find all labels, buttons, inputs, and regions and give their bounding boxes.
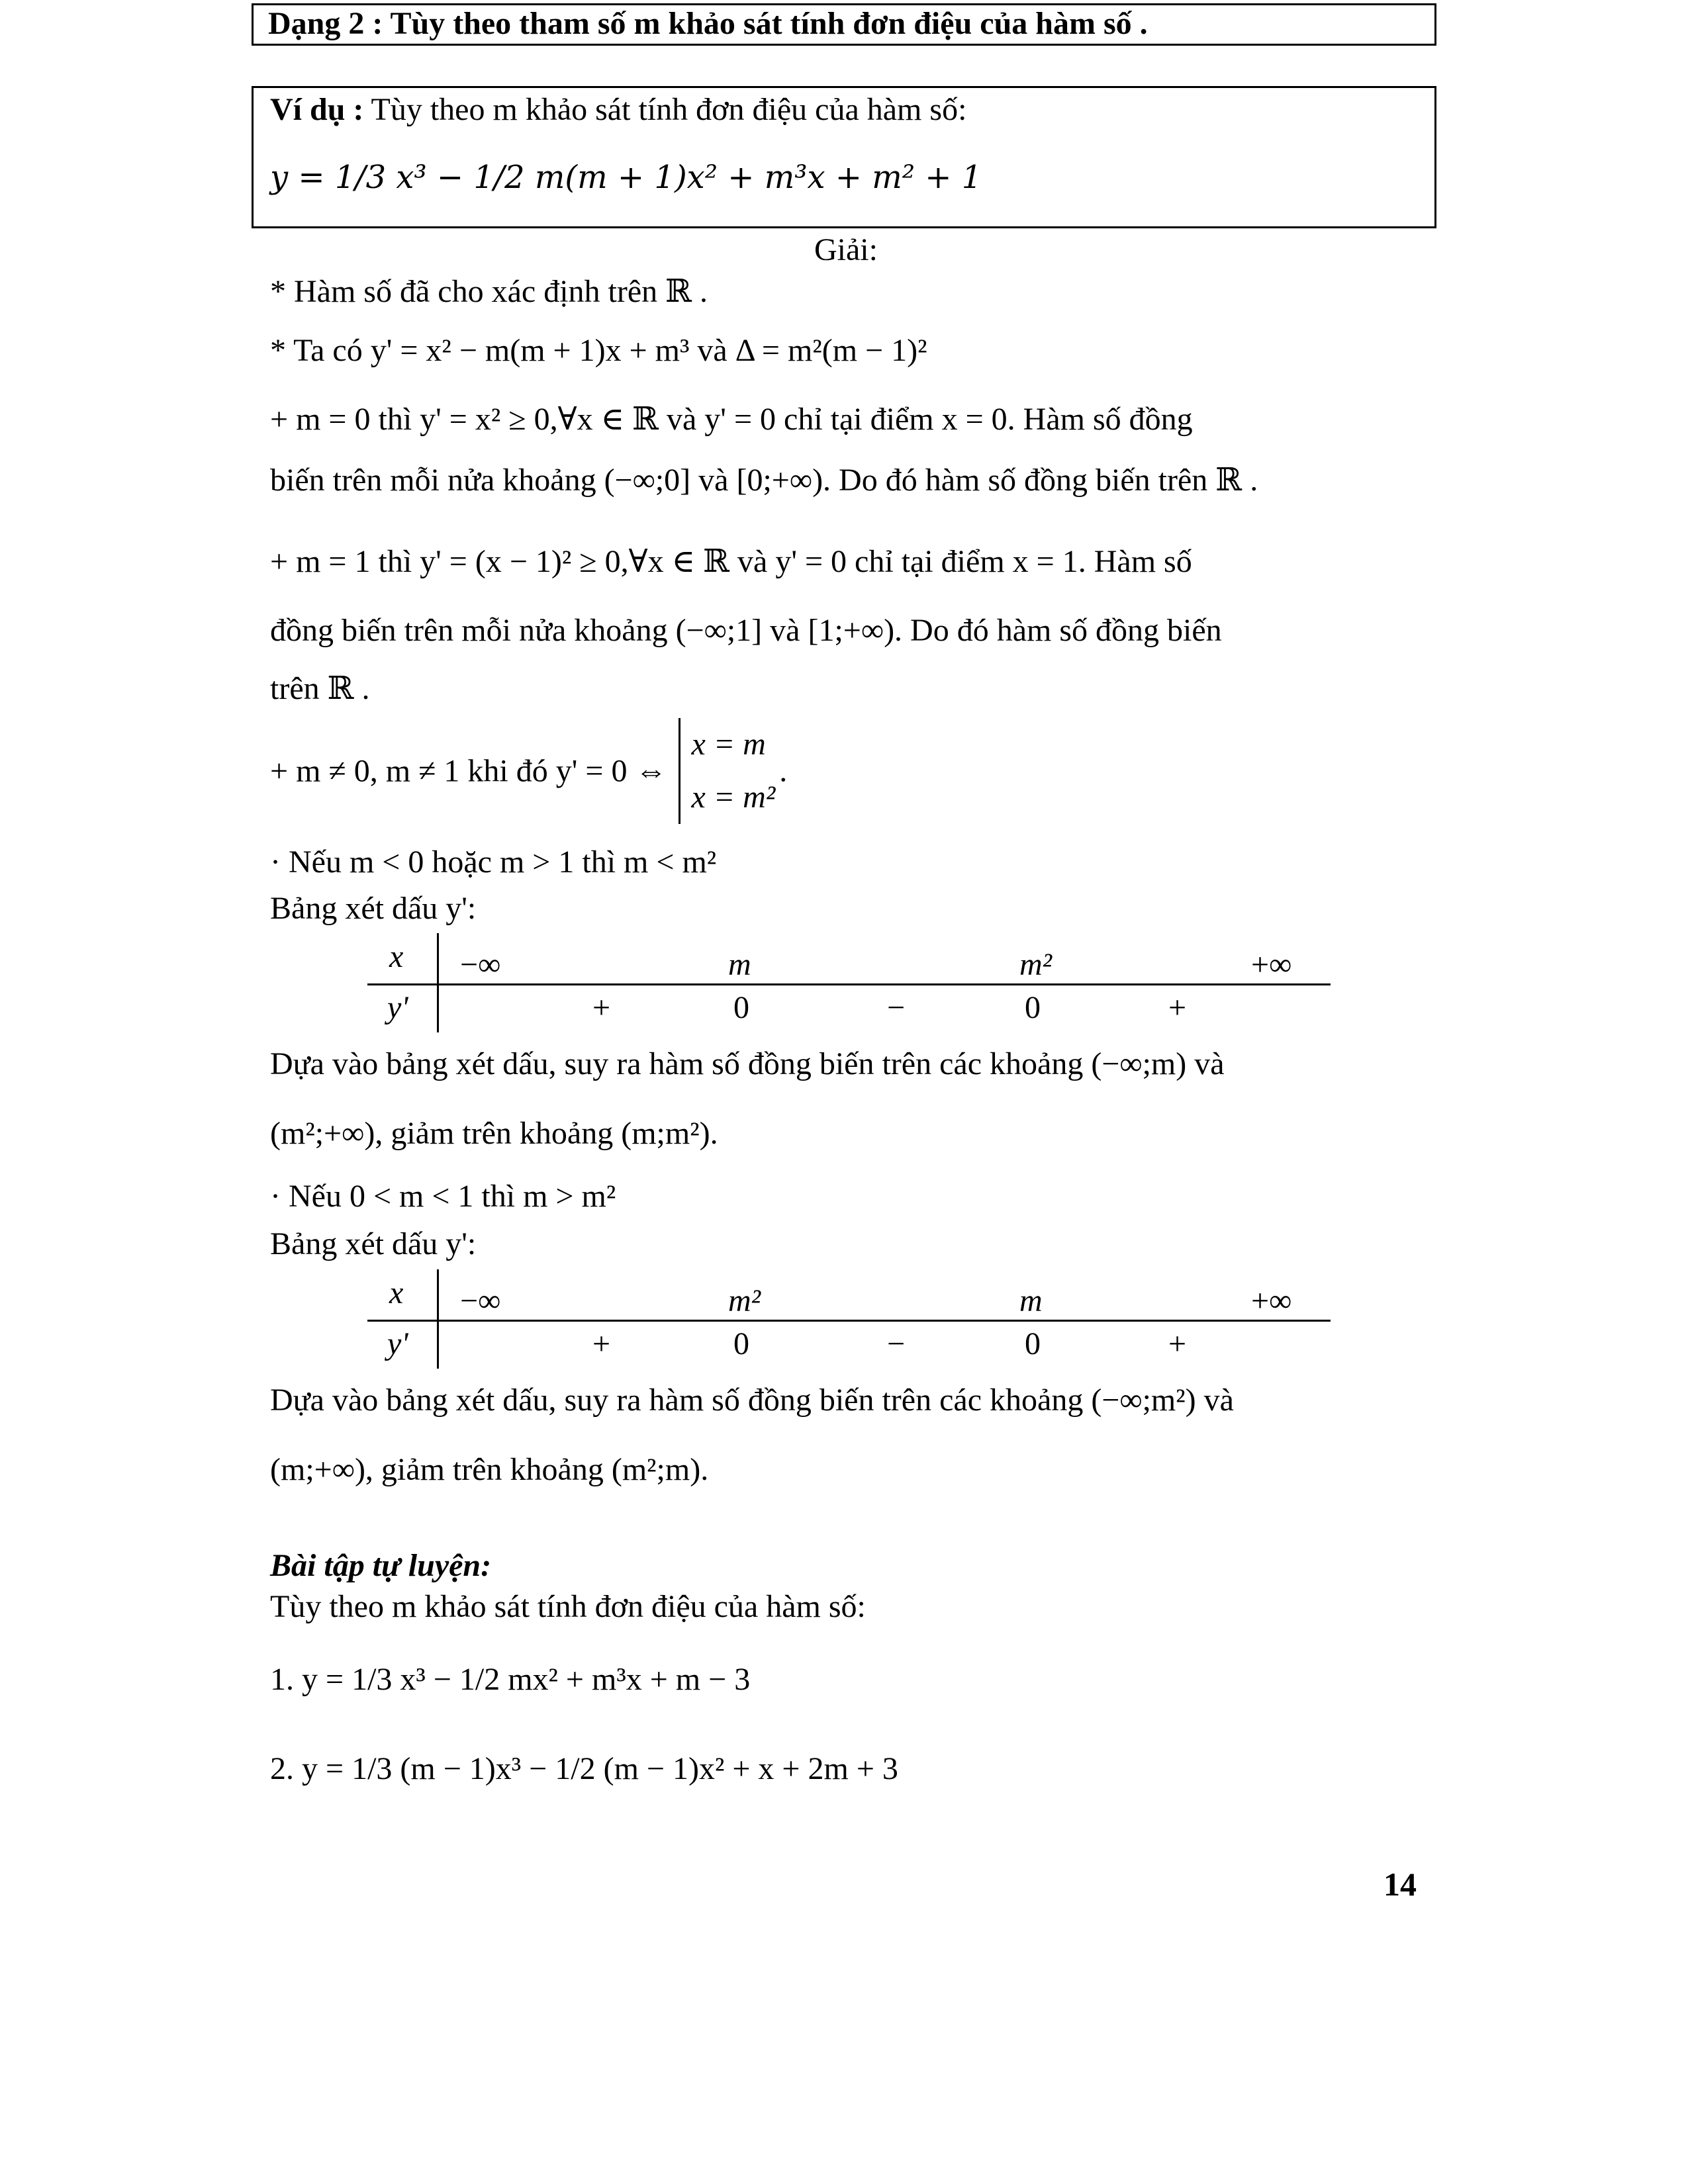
solution-derivative: * Ta có y' = x² − m(m + 1)x + m³ và Δ = m²(m − 1)² [270, 333, 927, 368]
exercises-intro: Tùy theo m khảo sát tính đơn điệu của hàm số: [270, 1589, 866, 1624]
t2-y-zero2: 0 [1025, 1326, 1041, 1361]
case-m1-line3: trên ℝ . [270, 671, 370, 706]
case-m0-line1: + m = 0 thì y' = x² ≥ 0,∀x ∈ ℝ và y' = 0 chỉ tại điểm x = 0. Hàm số đồng [270, 402, 1193, 437]
sub1-condition: · Nếu m < 0 hoặc m > 1 thì m < m² [270, 844, 717, 880]
t1-x-m2: m² [1019, 947, 1053, 982]
t2-x-m: m [1019, 1283, 1043, 1318]
t2-y-zero1: 0 [733, 1326, 749, 1361]
t2-y-plus1: + [592, 1326, 611, 1361]
example-intro [270, 91, 966, 128]
case-other: + m ≠ 0, m ≠ 1 khi đó y' = 0 ⇔ x = m x = m² . [270, 718, 787, 824]
t1-y-label: y' [387, 990, 408, 1025]
exercise-item-2: 2. y = 1/3 (m − 1)x³ − 1/2 (m − 1)x² + x + 2m + 3 [270, 1751, 898, 1786]
table2-hline [367, 1320, 1331, 1322]
t2-x-posinf: +∞ [1251, 1283, 1292, 1318]
exercises-title: Bài tập tự luyện: [270, 1548, 492, 1583]
table1-vline [437, 933, 439, 1032]
example-function: y = 1/3 x³ − 1/2 m(m + 1)x² + m³x + m² + 1 [270, 159, 982, 196]
t2-x-label: x [389, 1275, 404, 1310]
case-other-lead: + m ≠ 0, m ≠ 1 khi đó y' = 0 ⇔ [270, 753, 667, 789]
t1-y-minus: − [887, 990, 906, 1025]
sub2-condition: · Nếu 0 < m < 1 thì m > m² [270, 1179, 616, 1214]
t1-x-label: x [389, 939, 404, 974]
sub1-conclusion-line2: (m²;+∞), giảm trên khoảng (m;m²). [270, 1116, 718, 1151]
sub2-conclusion-line1: Dựa vào bảng xét dấu, suy ra hàm số đồng biến trên các khoảng (−∞;m²) và [270, 1383, 1234, 1418]
exercise-item-1: 1. y = 1/3 x³ − 1/2 mx² + m³x + m − 3 [270, 1662, 751, 1697]
solution-heading: Giải: [814, 232, 878, 267]
t1-x-neginf: −∞ [460, 947, 501, 982]
solution-domain: * Hàm số đã cho xác định trên ℝ . [270, 274, 708, 309]
t2-y-plus2: + [1168, 1326, 1187, 1361]
case-m0-line2: biến trên mỗi nửa khoảng (−∞;0] và [0;+∞). Do đó hàm số đồng biến trên ℝ . [270, 463, 1258, 498]
sub2-conclusion-line2: (m;+∞), giảm trên khoảng (m²;m). [270, 1452, 709, 1487]
t2-x-neginf: −∞ [460, 1283, 501, 1318]
case-m1-line2: đồng biến trên mỗi nửa khoảng (−∞;1] và [1;+∞). Do đó hàm số đồng biến [270, 613, 1222, 648]
t2-y-minus: − [887, 1326, 906, 1361]
t2-y-label: y' [387, 1326, 408, 1361]
example-text: Tùy theo m khảo sát tính đơn điệu của hàm số: [371, 92, 967, 127]
sub2-table-title: Bảng xét dấu y': [270, 1226, 477, 1261]
example-label: Ví dụ : [270, 92, 364, 127]
t1-x-m: m [728, 947, 751, 982]
root-2: x = m² [691, 780, 776, 815]
t1-y-plus1: + [592, 990, 611, 1025]
sub1-conclusion-line1: Dựa vào bảng xét dấu, suy ra hàm số đồng biến trên các khoảng (−∞;m) và [270, 1046, 1225, 1081]
section-title: Dạng 2 : Tùy theo tham số m khảo sát tính đơn điệu của hàm số . [268, 6, 1148, 41]
sub1-table-title: Bảng xét dấu y': [270, 891, 477, 926]
t1-x-posinf: +∞ [1251, 947, 1292, 982]
t1-y-zero1: 0 [733, 990, 749, 1025]
table1-hline [367, 983, 1331, 985]
t1-y-zero2: 0 [1025, 990, 1041, 1025]
table2-vline [437, 1269, 439, 1369]
case-m1-line1: + m = 1 thì y' = (x − 1)² ≥ 0,∀x ∈ ℝ và y' = 0 chỉ tại điểm x = 1. Hàm số [270, 544, 1192, 579]
case-other-roots [679, 718, 775, 824]
page-number: 14 [1383, 1866, 1417, 1903]
root-1: x = m [691, 727, 766, 762]
t1-y-plus2: + [1168, 990, 1187, 1025]
t2-x-m2: m² [728, 1283, 761, 1318]
